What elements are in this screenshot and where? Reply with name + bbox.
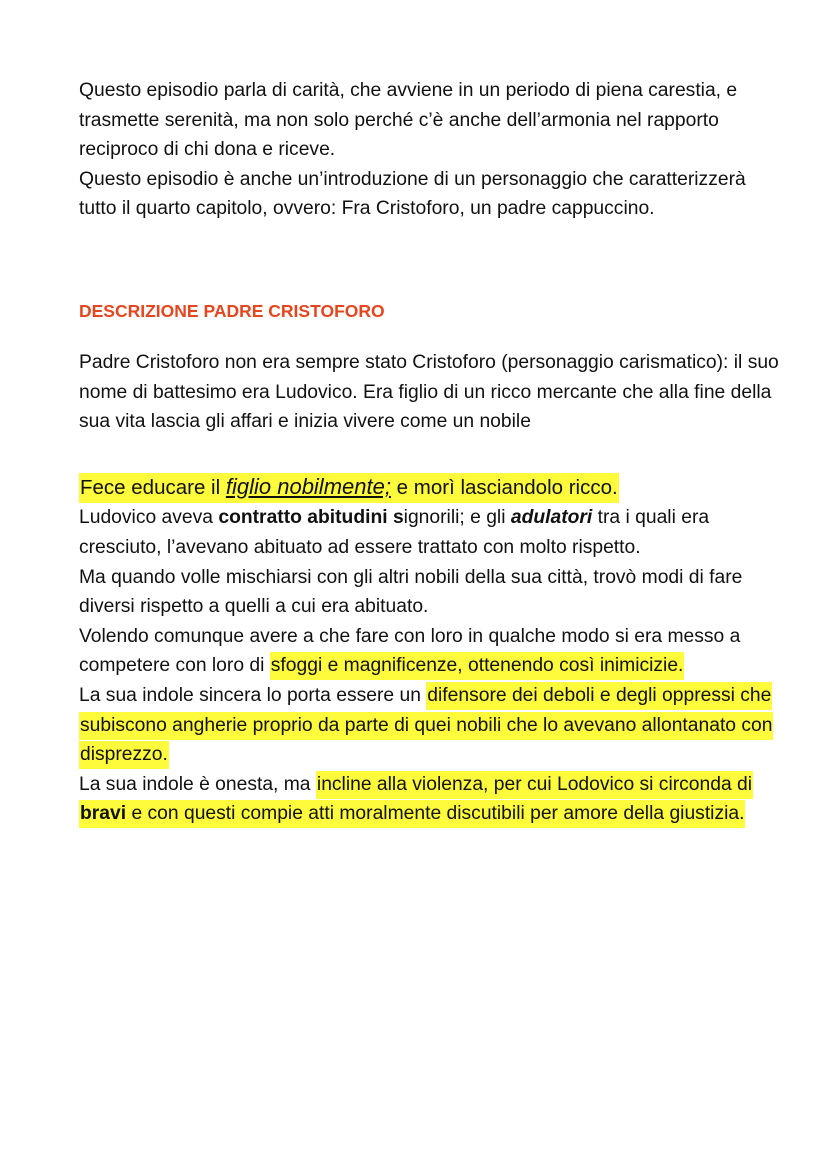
bold-italic-adulatori: adulatori (510, 507, 593, 529)
intro-paragraph (79, 76, 779, 224)
bold-bravi: bravi (80, 803, 127, 825)
body-paragraph: Fece educare il figlio nobilmente; e morì lasciandolo ricco. Ludovico aveva contratto abitudini signorili; e gli adulatori tra i quali era cresciuto, l’avevano abituato ad essere trattato con molto rispetto. Ma quando volle mischiarsi con gli altri nobili della sua città, trovò modi di fare diversi rispetto a quelli a cui era abituato. Volendo comunque avere a che fare con loro in qualche modo si era messo a competere con loro di sfoggi e magnificenze, ottenendo così inimicizie. La sua indole sincera lo porta essere un difensore dei deboli e degli oppressi che subiscono angherie proprio da parte di quei nobili che lo avevano allontanato con disprezzo. La sua indole è onesta, ma incline alla violenza, per cui Lodovico si circonda di bravi e con questi compie atti moralmente discutibili per amore della giustizia. (79, 472, 779, 829)
intro-sentence-1: Questo episodio parla di carità, che avviene in un periodo di piena carestia, e trasmette serenità, ma non solo perché c’è anche dell’armonia nel rapporto reciproco di chi dona e riceve. (79, 80, 738, 161)
highlight-educazione: Fece educare il figlio nobilmente; e morì lasciandolo ricco. (79, 473, 619, 503)
highlight-difensore: difensore dei deboli e degli oppressi che subiscono angherie proprio da parte di quei nobili che lo avevano allontanato con disprezzo. (79, 682, 773, 769)
highlight-violenza: incline alla violenza, per cui Lodovico si circonda di bravi e con questi compie atti moralmente discutibili per amore della giustizia. (79, 771, 753, 829)
underlined-phrase: figlio nobilmente; (225, 473, 391, 499)
bold-abitudini: contratto abitudini s (218, 507, 404, 529)
highlight-sfoggi: sfoggi e magnificenze, ottenendo così inimicizie. (270, 652, 685, 680)
section-heading: DESCRIZIONE PADRE CRISTOFORO (79, 300, 385, 321)
description-paragraph: Padre Cristoforo non era sempre stato Cristoforo (personaggio carismatico): il suo nome di battesimo era Ludovico. Era figlio di un ricco mercante che alla fine della sua vita lascia gli affari e inizia vivere come un nobile (79, 351, 779, 433)
document-page (79, 76, 779, 829)
intro-sentence-2: Questo episodio è anche un’introduzione di un personaggio che caratterizzerà tutto il quarto capitolo, ovvero: Fra Cristoforo, un padre cappuccino. (79, 168, 746, 220)
sentence-nobili: Ma quando volle mischiarsi con gli altri nobili della sua città, trovò modi di fare diversi rispetto a quelli a cui era abituato. (79, 566, 743, 618)
